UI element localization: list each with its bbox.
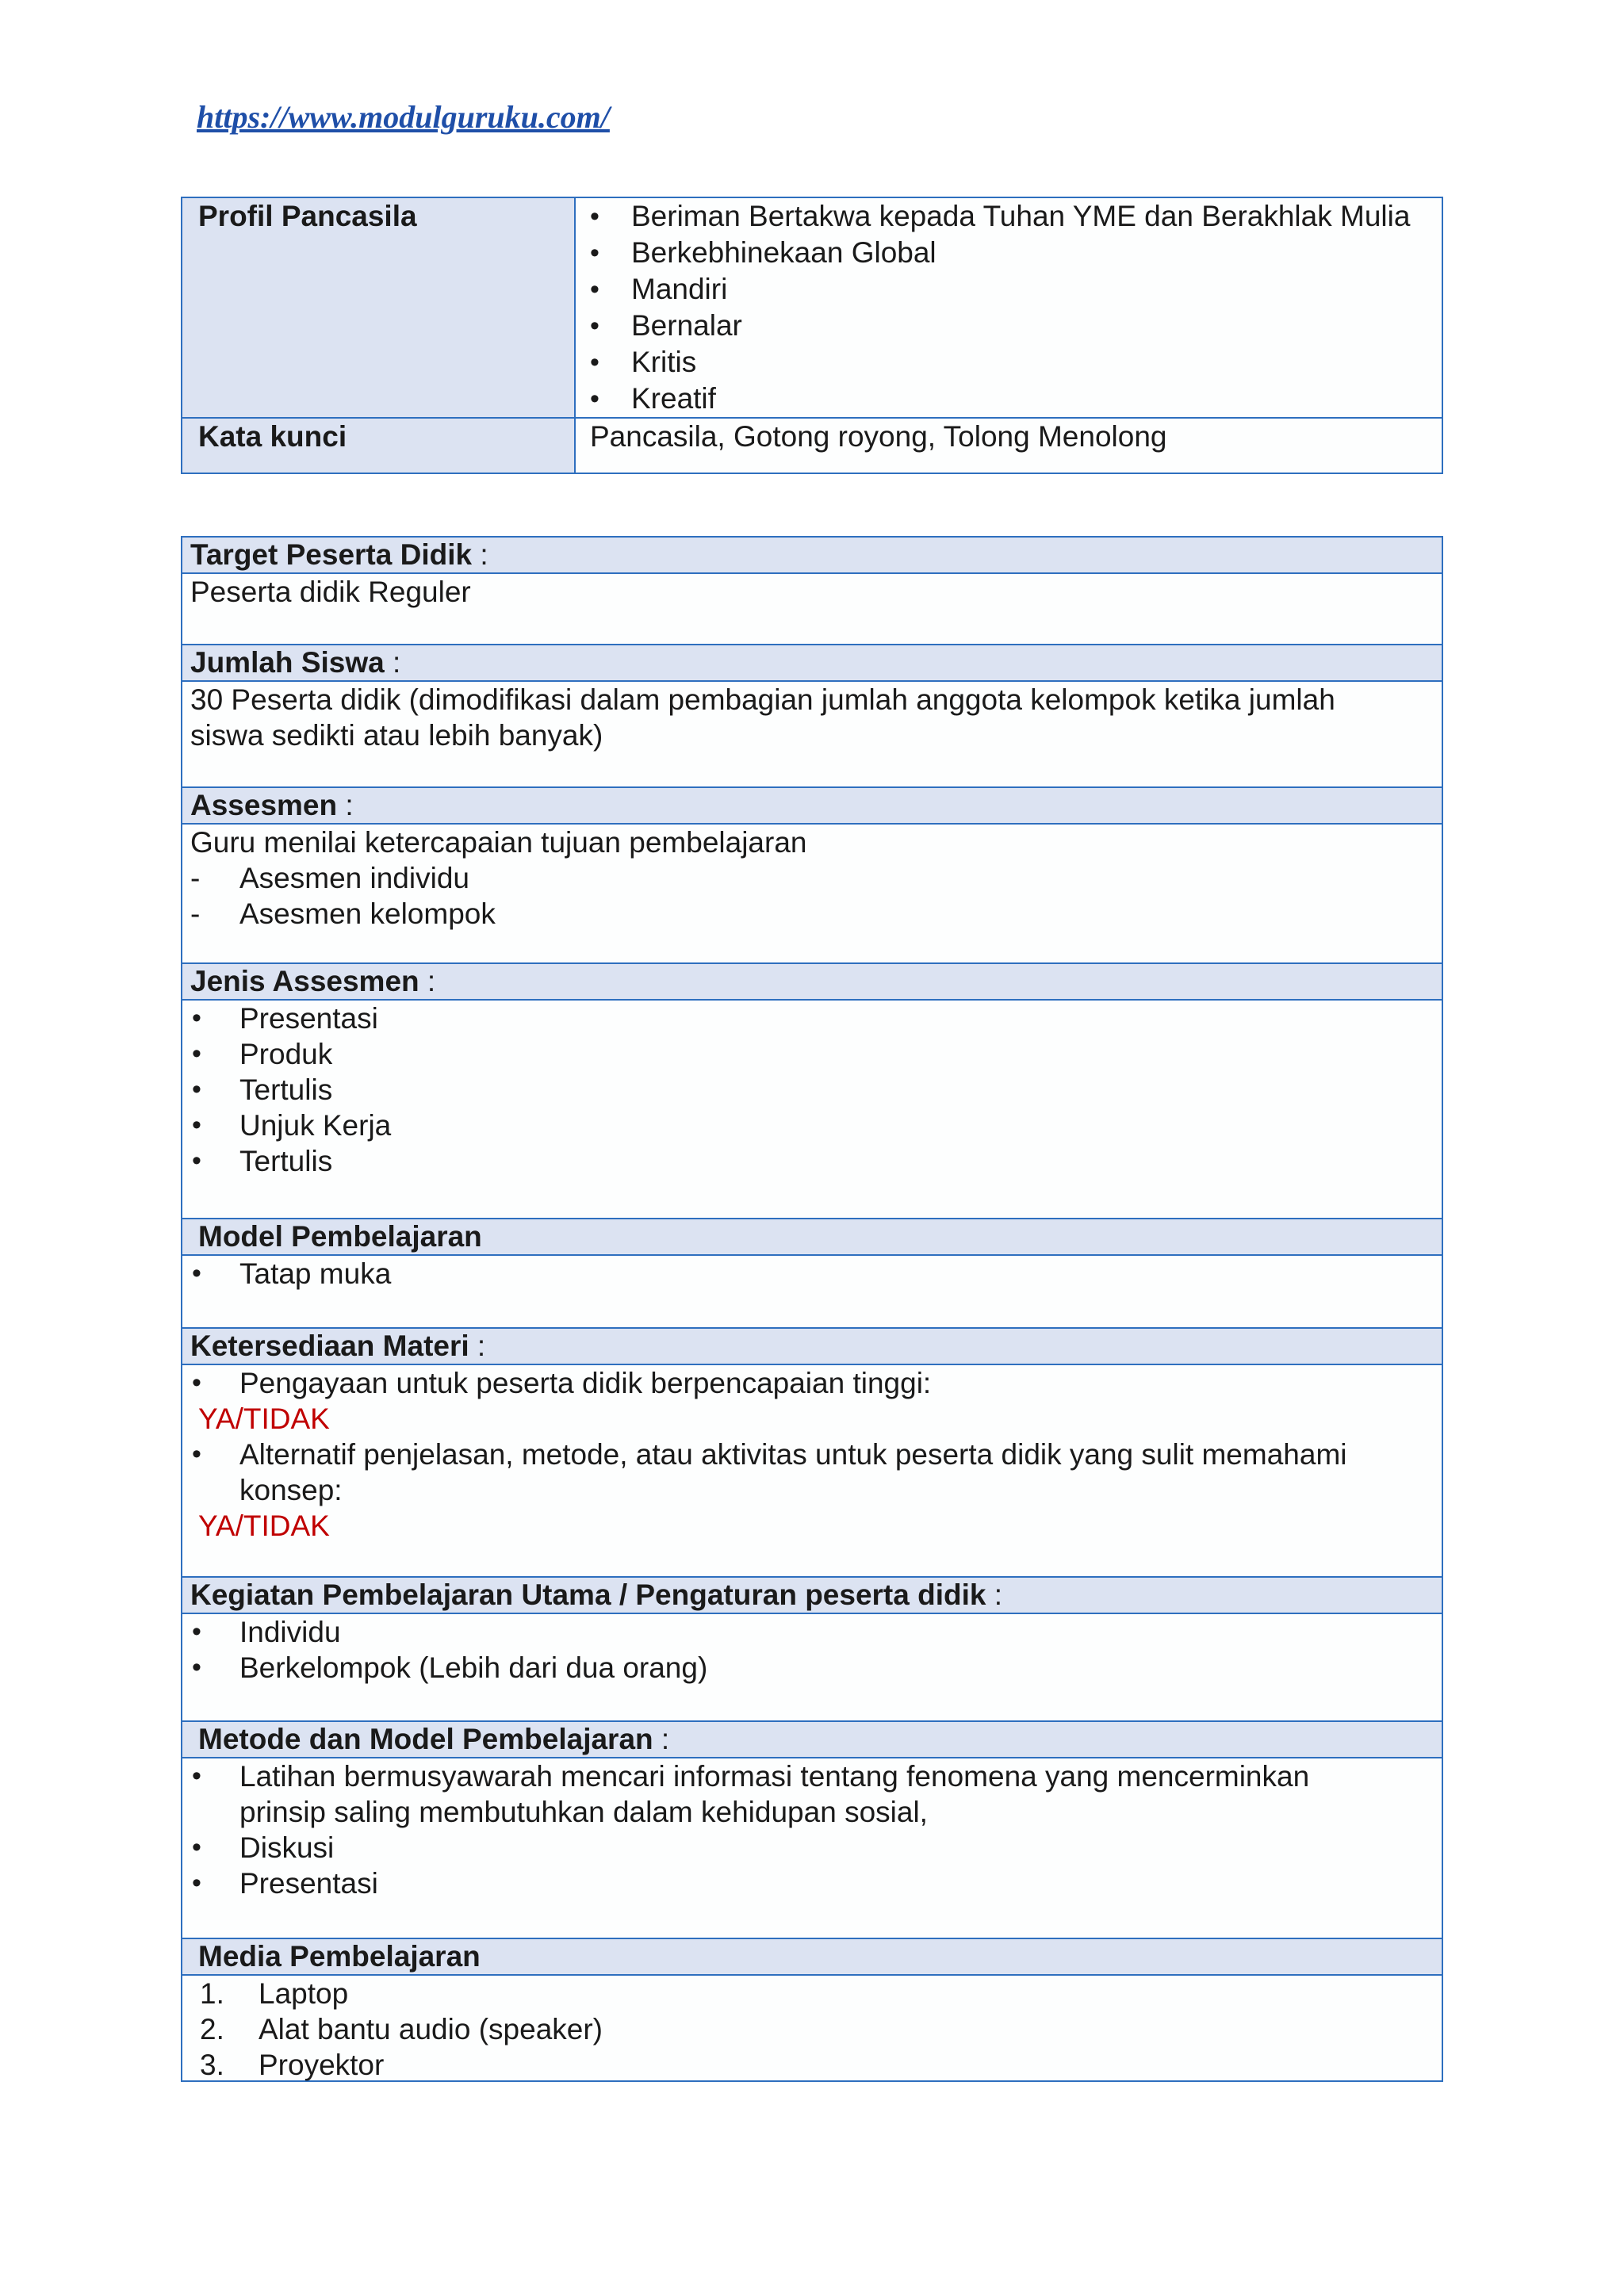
assesmen-header: Assesmen : [182, 788, 1442, 825]
answer-ya-tidak: YA/TIDAK [198, 1402, 330, 1435]
metode-header: Metode dan Model Pembelajaran : [182, 1722, 1442, 1758]
list-item: • Berkelompok (Lebih dari dua orang) [190, 1650, 1442, 1686]
materi-section [182, 1365, 1442, 1578]
list-item: 3. Proyektor [200, 2049, 385, 2081]
list-item: • Mandiri [590, 271, 1442, 308]
profil-list [590, 198, 1442, 417]
list-item: - Asesmen kelompok [190, 896, 1442, 932]
target-header: Target Peserta Didik : [182, 538, 1442, 574]
list-item: • Tertulis [190, 1072, 1442, 1108]
media-header: Media Pembelajaran [182, 1939, 1442, 1976]
assesmen-section: Guru menilai ketercapaian tujuan pembelajaran - Asesmen individu - Asesmen kelompok [182, 825, 1442, 964]
profil-pancasila-label: Profil Pancasila [182, 197, 575, 418]
list-item: 1. Laptop [200, 1977, 349, 2010]
list-item: • Kreatif [590, 381, 1442, 417]
list-item: • Diskusi [190, 1830, 1442, 1866]
media-section [182, 1976, 1442, 2080]
list-item: • Berkebhinekaan Global [590, 235, 1442, 271]
metode-section [182, 1758, 1442, 1939]
list-item: • Presentasi [190, 1001, 1442, 1036]
website-link[interactable]: https://www.modulguruku.com/ [197, 99, 610, 135]
profil-pancasila-row [182, 197, 1442, 418]
list-item: • Tatap muka [190, 1256, 1442, 1292]
jumlah-header: Jumlah Siswa : [182, 645, 1442, 682]
list-item: • Produk [190, 1036, 1442, 1072]
list-item: • Alternatif penjelasan, metode, atau aktivitas untuk peserta didik yang sulit memahami konsep: [190, 1437, 1442, 1508]
kata-kunci-value: Pancasila, Gotong royong, Tolong Menolong [575, 418, 1442, 473]
answer-ya-tidak: YA/TIDAK [198, 1510, 330, 1542]
jumlah-section: 30 Peserta didik (dimodifikasi dalam pembagian jumlah anggota kelompok ketika jumlah siswa sedikti atau lebih banyak) [182, 682, 1442, 788]
model-header: Model Pembelajaran [182, 1219, 1442, 1256]
kata-kunci-label: Kata kunci [182, 418, 575, 473]
list-item: • Tertulis [190, 1143, 1442, 1179]
model-section [182, 1256, 1442, 1329]
list-item: • Unjuk Kerja [190, 1108, 1442, 1143]
target-section: Peserta didik Reguler [182, 574, 1442, 645]
materi-header: Ketersediaan Materi : [182, 1329, 1442, 1365]
list-item: • Kritis [590, 344, 1442, 381]
list-item: • Beriman Bertakwa kepada Tuhan YME dan Berakhlak Mulia [590, 198, 1442, 235]
kegiatan-header: Kegiatan Pembelajaran Utama / Pengaturan peserta didik : [182, 1578, 1442, 1614]
list-item: • Presentasi [190, 1866, 1442, 1901]
list-item: - Asesmen individu [190, 860, 1442, 896]
lesson-details-table [181, 536, 1443, 2082]
list-item: • Bernalar [590, 308, 1442, 344]
profil-pancasila-values [575, 197, 1442, 418]
jenis-header: Jenis Assesmen : [182, 964, 1442, 1001]
profile-table [181, 197, 1443, 474]
jenis-section [182, 1001, 1442, 1219]
kegiatan-section [182, 1614, 1442, 1722]
list-item: • Latihan bermusyawarah mencari informasi tentang fenomena yang mencerminkan prinsip saling membutuhkan dalam kehidupan sosial, [190, 1758, 1442, 1830]
list-item: • Individu [190, 1614, 1442, 1650]
list-item: • Pengayaan untuk peserta didik berpencapaian tinggi: [190, 1365, 1442, 1401]
kata-kunci-row [182, 418, 1442, 473]
list-item: 2. Alat bantu audio (speaker) [200, 2013, 603, 2045]
